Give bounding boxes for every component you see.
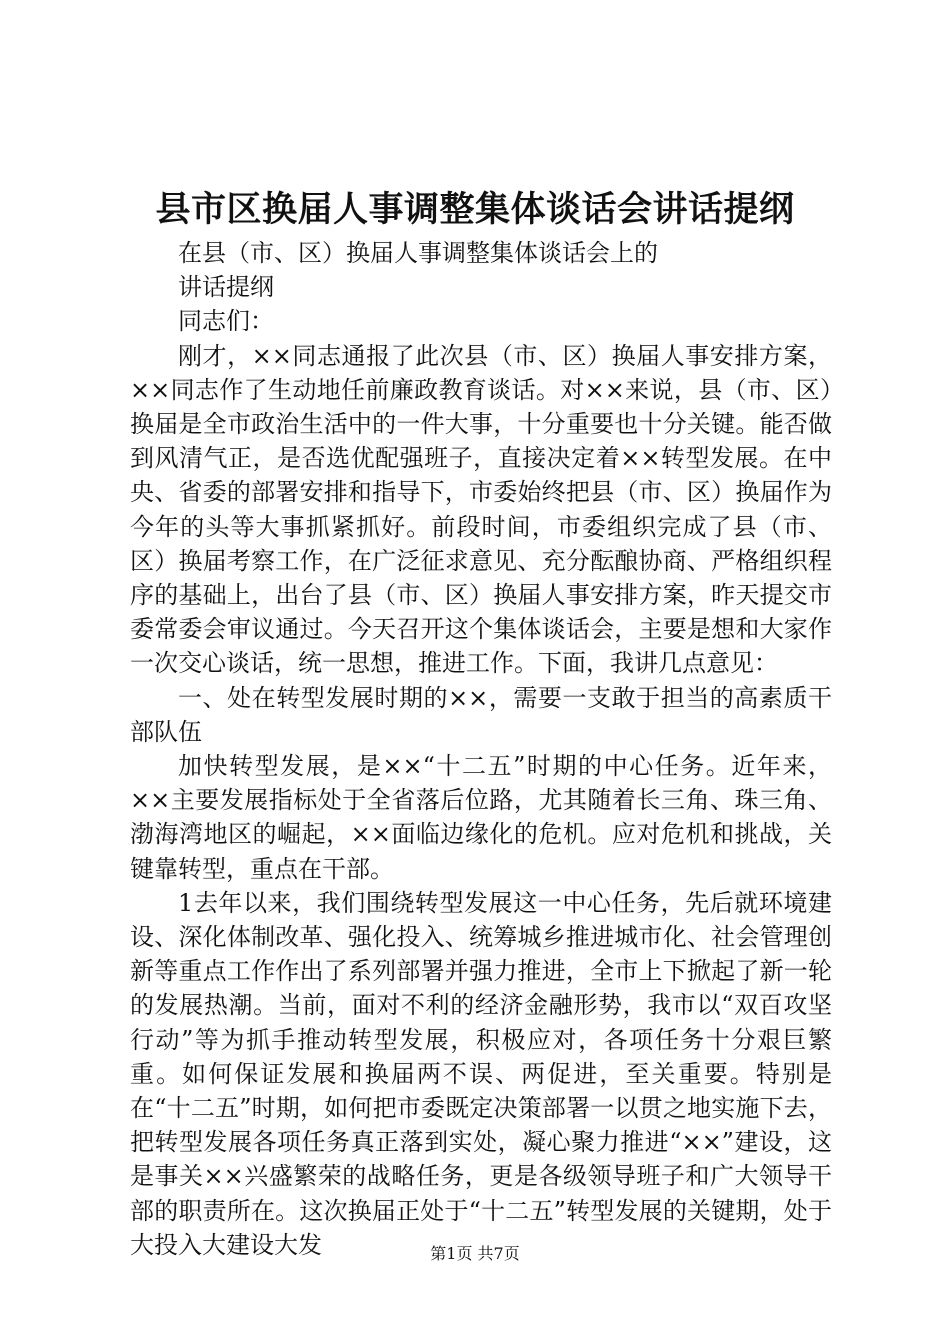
page-footer: 第1页 共7页 [430, 1244, 520, 1263]
paragraph-point-1: 1去年以来，我们围绕转型发展这一中心任务，先后就环境建设、深化体制改革、强化投入、统筹城乡推进城市化、社会管理创新等重点工作作出了系列部署并强力推进，全市上下掀起了新一轮的发展热潮。当前，面对不利的经济金融形势，我市以“双百攻坚行动”等为抓手推动转型发展，积极应对，各项任务十分艰巨繁重。如何保证发展和换届两不误、两促进，至关重要。特别是在“十二五”时期，如何把市委既定决策部署一以贯之地实施下去，把转型发展各项任务真正落到实处，凝心聚力推进“××”建设，这是事关××兴盛繁荣的战略任务，更是各级领导班子和广大领导干部的职责所在。这次换届正处于“十二五”转型发展的关键期，处于大投入大建设大发 [130, 888, 832, 1259]
paragraph-opening: 刚才，××同志通报了此次县（市、区）换届人事安排方案，××同志作了生动地任前廉政教育谈话。对××来说，县（市、区）换届是全市政治生活中的一件大事，十分重要也十分关键。能否做到风清气正，是否选优配强班子，直接决定着××转型发展。在中央、省委的部署安排和指导下，市委始终把县（市、区）换届作为今年的头等大事抓紧抓好。前段时间，市委组织完成了县（市、区）换届考察工作，在广泛征求意见、充分酝酿协商、严格组织程序的基础上，出台了县（市、区）换届人事安排方案，昨天提交市委常委会审议通过。今天召开这个集体谈话会，主要是想和大家作一次交心谈话，统一思想，推进工作。下面，我讲几点意见： [130, 341, 832, 678]
section-heading-1: 一、处在转型发展时期的××，需要一支敢于担当的高素质干部队伍 [130, 683, 832, 746]
document-body [130, 236, 832, 1262]
document-title: 县市区换届人事调整集体谈话会讲话提纲 [155, 189, 795, 230]
subtitle-line-1: 在县（市、区）换届人事调整集体谈话会上的 [178, 239, 658, 267]
paragraph-transformation: 加快转型发展，是××“十二五”时期的中心任务。近年来，××主要发展指标处于全省落后位路，尤其随着长三角、珠三角、渤海湾地区的崛起，××面临边缘化的危机。应对危机和挑战，关键靠转型，重点在干部。 [130, 752, 832, 883]
salutation: 同志们： [178, 307, 274, 336]
subtitle-line-2: 讲话提纲 [178, 273, 274, 302]
